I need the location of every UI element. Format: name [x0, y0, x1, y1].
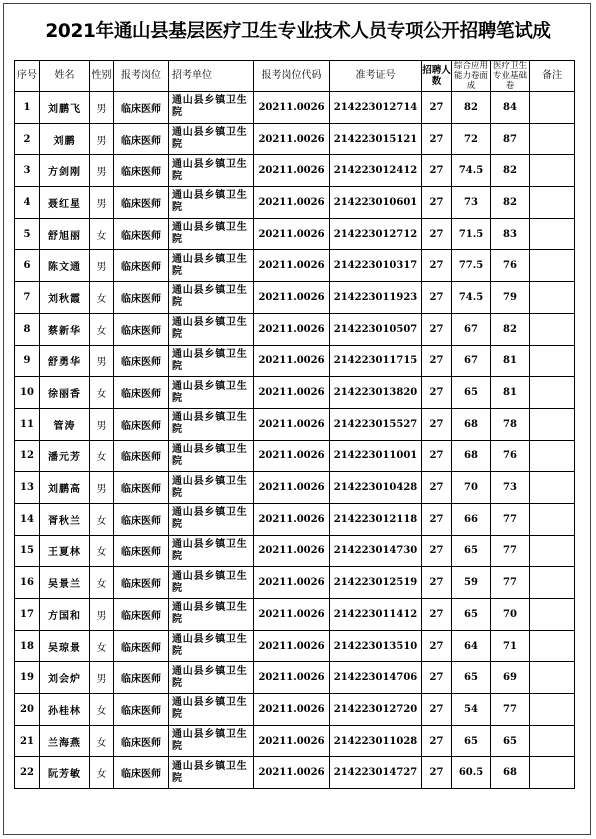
cell-post-code: 20211.0026 — [254, 123, 330, 155]
cell-score-general: 73 — [452, 187, 491, 219]
cell-unit: 通山县乡镇卫生院 — [169, 345, 254, 377]
cell-score-professional: 81 — [491, 377, 530, 409]
cell-score-professional: 84 — [491, 92, 530, 124]
cell-post-code: 20211.0026 — [254, 503, 330, 535]
cell-unit: 通山县乡镇卫生院 — [169, 282, 254, 314]
cell-post-code: 20211.0026 — [254, 155, 330, 187]
cell-score-professional: 79 — [491, 282, 530, 314]
cell-gender: 男 — [90, 187, 114, 219]
cell-remark — [530, 408, 575, 440]
header-gender: 性别 — [90, 61, 114, 92]
cell-gender: 女 — [90, 535, 114, 567]
cell-score-professional: 87 — [491, 123, 530, 155]
cell-remark — [530, 630, 575, 662]
cell-ticket: 214223013820 — [330, 377, 422, 409]
cell-ticket: 214223010317 — [330, 250, 422, 282]
cell-gender: 女 — [90, 503, 114, 535]
cell-quota: 27 — [422, 408, 452, 440]
cell-post-code: 20211.0026 — [254, 662, 330, 694]
cell-quota: 27 — [422, 599, 452, 631]
cell-index: 2 — [15, 123, 40, 155]
cell-score-professional: 76 — [491, 250, 530, 282]
cell-post-code: 20211.0026 — [254, 282, 330, 314]
cell-quota: 27 — [422, 503, 452, 535]
cell-gender: 女 — [90, 725, 114, 757]
table-row — [15, 92, 575, 124]
cell-post: 临床医师 — [114, 250, 169, 282]
cell-post-code: 20211.0026 — [254, 725, 330, 757]
cell-post: 临床医师 — [114, 345, 169, 377]
cell-gender: 男 — [90, 155, 114, 187]
cell-post-code: 20211.0026 — [254, 567, 330, 599]
cell-score-professional: 82 — [491, 313, 530, 345]
cell-score-professional: 83 — [491, 218, 530, 250]
cell-quota: 27 — [422, 567, 452, 599]
cell-score-professional: 68 — [491, 757, 530, 789]
cell-post: 临床医师 — [114, 377, 169, 409]
table-row — [15, 472, 575, 504]
cell-unit: 通山县乡镇卫生院 — [169, 123, 254, 155]
cell-score-professional: 81 — [491, 345, 530, 377]
cell-index: 3 — [15, 155, 40, 187]
cell-remark — [530, 725, 575, 757]
cell-index: 16 — [15, 567, 40, 599]
cell-unit: 通山县乡镇卫生院 — [169, 155, 254, 187]
cell-score-general: 65 — [452, 725, 491, 757]
cell-index: 14 — [15, 503, 40, 535]
cell-unit: 通山县乡镇卫生院 — [169, 250, 254, 282]
cell-unit: 通山县乡镇卫生院 — [169, 440, 254, 472]
cell-post-code: 20211.0026 — [254, 440, 330, 472]
cell-score-general: 65 — [452, 377, 491, 409]
header-post-code: 报考岗位代码 — [254, 61, 330, 92]
cell-index: 10 — [15, 377, 40, 409]
cell-post: 临床医师 — [114, 282, 169, 314]
header-index: 序号 — [15, 61, 40, 92]
cell-score-general: 82 — [452, 92, 491, 124]
cell-unit: 通山县乡镇卫生院 — [169, 472, 254, 504]
cell-post: 临床医师 — [114, 599, 169, 631]
cell-score-general: 67 — [452, 345, 491, 377]
header-row — [15, 61, 575, 92]
cell-remark — [530, 472, 575, 504]
cell-name: 刘秋霞 — [40, 282, 90, 314]
cell-quota: 27 — [422, 725, 452, 757]
cell-post-code: 20211.0026 — [254, 599, 330, 631]
cell-score-general: 65 — [452, 535, 491, 567]
cell-index: 17 — [15, 599, 40, 631]
header-remark: 备注 — [530, 61, 575, 92]
cell-post: 临床医师 — [114, 187, 169, 219]
table-row — [15, 503, 575, 535]
table-row — [15, 599, 575, 631]
table-body — [15, 92, 575, 789]
cell-post: 临床医师 — [114, 440, 169, 472]
cell-ticket: 214223015121 — [330, 123, 422, 155]
cell-index: 1 — [15, 92, 40, 124]
cell-ticket: 214223010507 — [330, 313, 422, 345]
cell-gender: 女 — [90, 567, 114, 599]
cell-ticket: 214223014706 — [330, 662, 422, 694]
cell-gender: 男 — [90, 92, 114, 124]
cell-score-professional: 78 — [491, 408, 530, 440]
cell-ticket: 214223012118 — [330, 503, 422, 535]
cell-ticket: 214223011923 — [330, 282, 422, 314]
cell-gender: 女 — [90, 757, 114, 789]
cell-unit: 通山县乡镇卫生院 — [169, 757, 254, 789]
cell-score-professional: 77 — [491, 567, 530, 599]
cell-ticket: 214223011715 — [330, 345, 422, 377]
cell-name: 吴景兰 — [40, 567, 90, 599]
table-row — [15, 250, 575, 282]
cell-unit: 通山县乡镇卫生院 — [169, 218, 254, 250]
cell-name: 舒旭丽 — [40, 218, 90, 250]
cell-unit: 通山县乡镇卫生院 — [169, 567, 254, 599]
document-title: 2021年通山县基层医疗卫生专业技术人员专项公开招聘笔试成 — [45, 21, 551, 42]
cell-unit: 通山县乡镇卫生院 — [169, 725, 254, 757]
cell-name: 陈文通 — [40, 250, 90, 282]
cell-remark — [530, 250, 575, 282]
cell-score-professional: 70 — [491, 599, 530, 631]
cell-remark — [530, 377, 575, 409]
cell-name: 孙桂林 — [40, 694, 90, 726]
cell-post: 临床医师 — [114, 694, 169, 726]
table-row — [15, 345, 575, 377]
cell-index: 13 — [15, 472, 40, 504]
cell-gender: 女 — [90, 313, 114, 345]
header-score-general: 综合应用能力卷面成 — [452, 61, 491, 92]
cell-post-code: 20211.0026 — [254, 250, 330, 282]
cell-post-code: 20211.0026 — [254, 345, 330, 377]
header-score-professional: 医疗卫生专业基础卷 — [491, 61, 530, 92]
cell-quota: 27 — [422, 694, 452, 726]
cell-name: 方国和 — [40, 599, 90, 631]
cell-score-professional: 65 — [491, 725, 530, 757]
cell-unit: 通山县乡镇卫生院 — [169, 630, 254, 662]
cell-score-general: 74.5 — [452, 155, 491, 187]
cell-unit: 通山县乡镇卫生院 — [169, 92, 254, 124]
cell-name: 管涛 — [40, 408, 90, 440]
score-table — [14, 60, 575, 789]
cell-name: 潘元芳 — [40, 440, 90, 472]
cell-index: 22 — [15, 757, 40, 789]
table-row — [15, 567, 575, 599]
table-row — [15, 155, 575, 187]
header-name: 姓名 — [40, 61, 90, 92]
cell-ticket: 214223012519 — [330, 567, 422, 599]
cell-quota: 27 — [422, 662, 452, 694]
cell-score-general: 77.5 — [452, 250, 491, 282]
cell-score-general: 70 — [452, 472, 491, 504]
cell-name: 徐丽香 — [40, 377, 90, 409]
cell-quota: 27 — [422, 630, 452, 662]
cell-gender: 男 — [90, 599, 114, 631]
table-row — [15, 725, 575, 757]
cell-score-general: 59 — [452, 567, 491, 599]
cell-post: 临床医师 — [114, 567, 169, 599]
cell-post: 临床医师 — [114, 155, 169, 187]
cell-ticket: 214223015527 — [330, 408, 422, 440]
cell-post-code: 20211.0026 — [254, 472, 330, 504]
cell-post-code: 20211.0026 — [254, 187, 330, 219]
cell-score-general: 71.5 — [452, 218, 491, 250]
cell-quota: 27 — [422, 535, 452, 567]
cell-gender: 男 — [90, 345, 114, 377]
cell-post-code: 20211.0026 — [254, 218, 330, 250]
cell-post: 临床医师 — [114, 662, 169, 694]
cell-remark — [530, 282, 575, 314]
cell-ticket: 214223014727 — [330, 757, 422, 789]
cell-ticket: 214223010601 — [330, 187, 422, 219]
table-row — [15, 377, 575, 409]
cell-unit: 通山县乡镇卫生院 — [169, 662, 254, 694]
cell-score-general: 68 — [452, 440, 491, 472]
header-post: 报考岗位 — [114, 61, 169, 92]
header-quota: 招聘人数 — [422, 61, 452, 92]
cell-quota: 27 — [422, 218, 452, 250]
cell-name: 方剑刚 — [40, 155, 90, 187]
cell-index: 20 — [15, 694, 40, 726]
header-unit: 招考单位 — [169, 61, 254, 92]
table-row — [15, 694, 575, 726]
cell-index: 8 — [15, 313, 40, 345]
cell-remark — [530, 757, 575, 789]
cell-unit: 通山县乡镇卫生院 — [169, 313, 254, 345]
cell-post: 临床医师 — [114, 472, 169, 504]
table-row — [15, 662, 575, 694]
cell-post: 临床医师 — [114, 757, 169, 789]
cell-gender: 男 — [90, 123, 114, 155]
table-row — [15, 218, 575, 250]
table-header — [15, 61, 575, 92]
cell-index: 21 — [15, 725, 40, 757]
cell-remark — [530, 694, 575, 726]
cell-post: 临床医师 — [114, 123, 169, 155]
cell-post: 临床医师 — [114, 313, 169, 345]
cell-score-professional: 77 — [491, 535, 530, 567]
cell-score-professional: 69 — [491, 662, 530, 694]
cell-name: 刘鹏飞 — [40, 92, 90, 124]
cell-remark — [530, 440, 575, 472]
cell-post: 临床医师 — [114, 218, 169, 250]
cell-ticket: 214223013510 — [330, 630, 422, 662]
table-row — [15, 440, 575, 472]
cell-score-general: 66 — [452, 503, 491, 535]
cell-remark — [530, 567, 575, 599]
cell-index: 12 — [15, 440, 40, 472]
cell-index: 4 — [15, 187, 40, 219]
cell-ticket: 214223011412 — [330, 599, 422, 631]
cell-remark — [530, 123, 575, 155]
cell-score-professional: 77 — [491, 503, 530, 535]
cell-name: 刘鹏高 — [40, 472, 90, 504]
cell-ticket: 214223010428 — [330, 472, 422, 504]
cell-gender: 女 — [90, 377, 114, 409]
cell-gender: 男 — [90, 250, 114, 282]
cell-name: 蔡新华 — [40, 313, 90, 345]
cell-ticket: 214223012712 — [330, 218, 422, 250]
cell-ticket: 214223011028 — [330, 725, 422, 757]
cell-score-general: 68 — [452, 408, 491, 440]
cell-remark — [530, 218, 575, 250]
cell-score-professional: 82 — [491, 155, 530, 187]
cell-score-professional: 77 — [491, 694, 530, 726]
cell-name: 兰海燕 — [40, 725, 90, 757]
cell-post-code: 20211.0026 — [254, 535, 330, 567]
cell-remark — [530, 503, 575, 535]
table-row — [15, 187, 575, 219]
cell-score-professional: 82 — [491, 187, 530, 219]
cell-quota: 27 — [422, 187, 452, 219]
table-row — [15, 408, 575, 440]
cell-name: 刘会炉 — [40, 662, 90, 694]
cell-post-code: 20211.0026 — [254, 313, 330, 345]
cell-index: 18 — [15, 630, 40, 662]
cell-gender: 女 — [90, 282, 114, 314]
cell-gender: 女 — [90, 218, 114, 250]
cell-post-code: 20211.0026 — [254, 408, 330, 440]
cell-name: 王夏林 — [40, 535, 90, 567]
cell-quota: 27 — [422, 250, 452, 282]
cell-gender: 男 — [90, 408, 114, 440]
cell-score-professional: 76 — [491, 440, 530, 472]
cell-post: 临床医师 — [114, 725, 169, 757]
cell-score-general: 67 — [452, 313, 491, 345]
cell-name: 胥秋兰 — [40, 503, 90, 535]
cell-score-general: 65 — [452, 662, 491, 694]
cell-index: 6 — [15, 250, 40, 282]
cell-post: 临床医师 — [114, 630, 169, 662]
cell-quota: 27 — [422, 92, 452, 124]
cell-post-code: 20211.0026 — [254, 92, 330, 124]
cell-remark — [530, 599, 575, 631]
cell-name: 阮芳敏 — [40, 757, 90, 789]
cell-quota: 27 — [422, 345, 452, 377]
table-row — [15, 757, 575, 789]
cell-index: 15 — [15, 535, 40, 567]
cell-post-code: 20211.0026 — [254, 757, 330, 789]
cell-unit: 通山县乡镇卫生院 — [169, 408, 254, 440]
cell-gender: 男 — [90, 662, 114, 694]
cell-post-code: 20211.0026 — [254, 377, 330, 409]
cell-post: 临床医师 — [114, 92, 169, 124]
cell-remark — [530, 662, 575, 694]
cell-quota: 27 — [422, 313, 452, 345]
cell-index: 7 — [15, 282, 40, 314]
cell-remark — [530, 92, 575, 124]
cell-gender: 女 — [90, 630, 114, 662]
cell-post: 临床医师 — [114, 408, 169, 440]
cell-name: 舒勇华 — [40, 345, 90, 377]
cell-name: 聂红星 — [40, 187, 90, 219]
cell-score-general: 72 — [452, 123, 491, 155]
table-row — [15, 282, 575, 314]
cell-name: 刘鹏 — [40, 123, 90, 155]
cell-gender: 男 — [90, 472, 114, 504]
cell-score-professional: 73 — [491, 472, 530, 504]
cell-remark — [530, 155, 575, 187]
cell-unit: 通山县乡镇卫生院 — [169, 503, 254, 535]
cell-quota: 27 — [422, 123, 452, 155]
cell-quota: 27 — [422, 757, 452, 789]
cell-quota: 27 — [422, 282, 452, 314]
table-row — [15, 630, 575, 662]
cell-post-code: 20211.0026 — [254, 694, 330, 726]
cell-ticket: 214223014730 — [330, 535, 422, 567]
cell-ticket: 214223011001 — [330, 440, 422, 472]
cell-score-general: 64 — [452, 630, 491, 662]
table-row — [15, 313, 575, 345]
cell-index: 5 — [15, 218, 40, 250]
cell-score-general: 54 — [452, 694, 491, 726]
cell-post: 临床医师 — [114, 535, 169, 567]
cell-score-general: 65 — [452, 599, 491, 631]
cell-unit: 通山县乡镇卫生院 — [169, 694, 254, 726]
cell-gender: 女 — [90, 440, 114, 472]
cell-unit: 通山县乡镇卫生院 — [169, 377, 254, 409]
cell-unit: 通山县乡镇卫生院 — [169, 535, 254, 567]
cell-post: 临床医师 — [114, 503, 169, 535]
cell-score-general: 74.5 — [452, 282, 491, 314]
cell-index: 11 — [15, 408, 40, 440]
cell-quota: 27 — [422, 472, 452, 504]
cell-remark — [530, 345, 575, 377]
cell-quota: 27 — [422, 440, 452, 472]
cell-name: 吴琼景 — [40, 630, 90, 662]
cell-score-general: 60.5 — [452, 757, 491, 789]
cell-remark — [530, 187, 575, 219]
cell-remark — [530, 313, 575, 345]
cell-index: 19 — [15, 662, 40, 694]
cell-gender: 女 — [90, 694, 114, 726]
table-row — [15, 535, 575, 567]
cell-ticket: 214223012714 — [330, 92, 422, 124]
header-ticket: 准考证号 — [330, 61, 422, 92]
cell-quota: 27 — [422, 377, 452, 409]
cell-score-professional: 71 — [491, 630, 530, 662]
cell-unit: 通山县乡镇卫生院 — [169, 187, 254, 219]
cell-remark — [530, 535, 575, 567]
cell-index: 9 — [15, 345, 40, 377]
cell-ticket: 214223012412 — [330, 155, 422, 187]
cell-unit: 通山县乡镇卫生院 — [169, 599, 254, 631]
cell-post-code: 20211.0026 — [254, 630, 330, 662]
table-row — [15, 123, 575, 155]
cell-ticket: 214223012720 — [330, 694, 422, 726]
cell-quota: 27 — [422, 155, 452, 187]
